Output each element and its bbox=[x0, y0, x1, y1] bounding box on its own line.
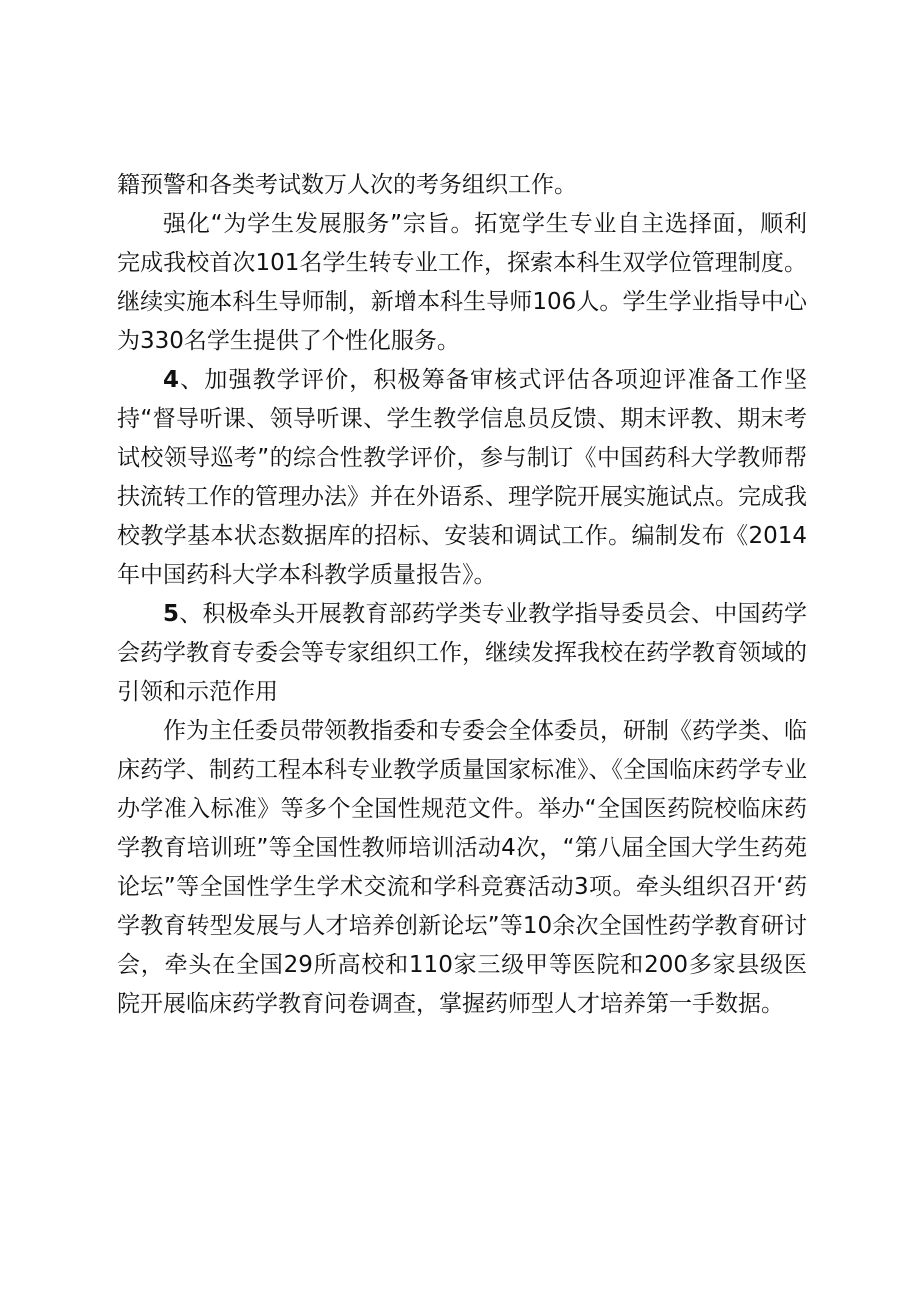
paragraph-student-development bbox=[117, 205, 807, 361]
paragraph-text: 、加强教学评价，积极筹备审核式评估各项迎评准备工作坚持“督导听课、领导听课、学生教学信息员反馈、期末评教、期末考试校领导巡考”的综合性教学评价，参与制订《中国药科大学教师帮扶流转工作的管理办法》并在外语系、理学院开展实施试点。完成我校教学基本状态数据库的招标、安装和调试工作。编制发布《2014年中国药科大学本科教学质量报告》。 bbox=[117, 367, 807, 588]
paragraph-section-5 bbox=[117, 595, 807, 712]
paragraph-text: 、积极牵头开展教育部药学类专业教学指导委员会、中国药学会药学教育专委会等专家组织工作，继续发挥我校在药学教育领域的引领和示范作用 bbox=[117, 601, 807, 705]
paragraph-text: 作为主任委员带领教指委和专委会全体委员，研制《药学类、临床药学、制药工程本科专业教学质量国家标准》、《全国临床药学专业办学准入标准》等多个全国性规范文件。举办“全国医药院校临床药学教育培训班”等全国性教师培训活动4次，“第八届全国大学生药苑论坛”等全国性学生学术交流和学科竞赛活动3项。牵头组织召开‘药学教育转型发展与人才培养创新论坛”等10余次全国性药学教育研讨会，牵头在全国29所高校和110家三级甲等医院和200多家县级医院开展临床药学教育问卷调查，掌握药师型人才培养第一手数据。 bbox=[117, 718, 807, 1017]
section-number: 5 bbox=[163, 601, 180, 627]
section-number: 4 bbox=[163, 367, 180, 393]
paragraph-continuation bbox=[117, 166, 807, 205]
paragraph-text: 强化“为学生发展服务”宗旨。拓宽学生专业自主选择面，顺利完成我校首次101名学生转专业工作，探索本科生双学位管理制度。继续实施本科生导师制，新增本科生导师106人。学生学业指导中心为330名学生提供了个性化服务。 bbox=[117, 211, 807, 354]
paragraph-committee-work bbox=[117, 712, 807, 1024]
paragraph-text: 籍预警和各类考试数万人次的考务组织工作。 bbox=[117, 172, 577, 198]
document-body bbox=[117, 166, 807, 1024]
paragraph-section-4 bbox=[117, 361, 807, 595]
